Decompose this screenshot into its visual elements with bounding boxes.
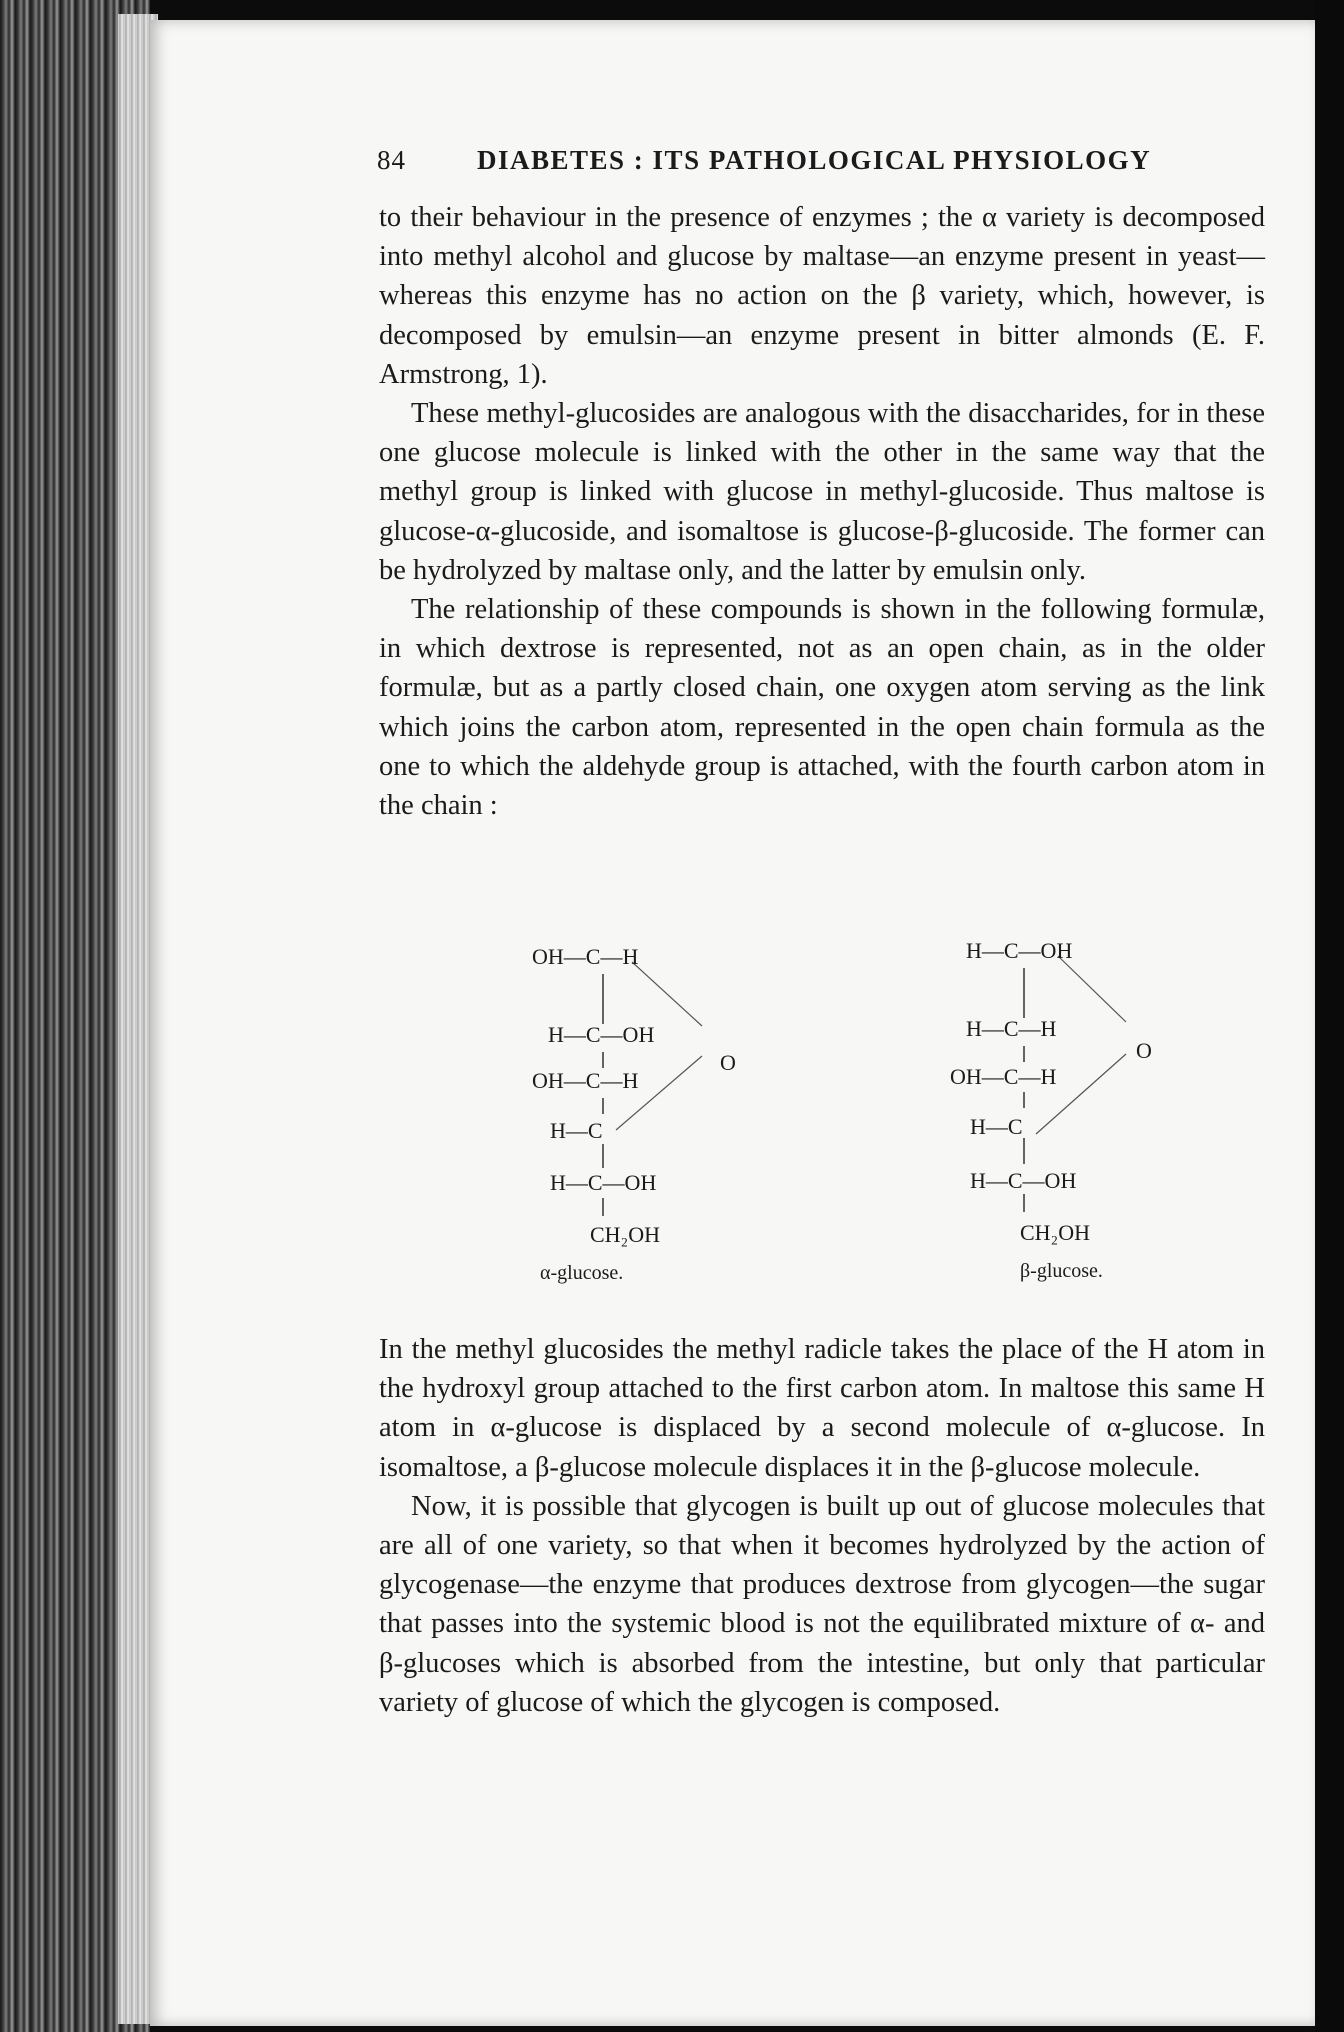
paragraph: In the methyl glucosides the methyl radicle takes the place of the H atom in the hydroxyl group attached to the first carbon atom. In maltose this same H atom in α-glucose is displaced by a second molecule of α-glucose. In isomaltose, a β-glucose molecule displaces it in the β-glucose molecule. — [379, 1334, 1265, 1483]
formula-row: CH₂OH — [1020, 1220, 1091, 1245]
scan-border — [1315, 0, 1344, 2032]
beta-glucose-formula — [950, 938, 1196, 1282]
formula-row: H—C — [550, 1118, 603, 1143]
formula-row: CH₂OH — [590, 1222, 661, 1247]
paragraph: The relationship of these compounds is shown in the following formulæ, in which dextrose is represented, not as an open chain, as in the older formulæ, but as a partly closed chain, one oxygen atom serving as the link which joins the carbon atom, represented in the open chain formula as the one to which the aldehyde group is attached, with the fourth carbon atom in the chain : — [379, 594, 1265, 822]
formula-caption: α-glucose. — [540, 1262, 624, 1284]
running-header — [377, 145, 1277, 176]
formula-row: H—C — [970, 1114, 1023, 1139]
formula-caption: β-glucose. — [1020, 1260, 1103, 1282]
formula-row: OH—C—H — [532, 944, 639, 969]
ring-oxygen: O — [720, 1050, 736, 1075]
running-title: DIABETES : ITS PATHOLOGICAL PHYSIOLOGY — [477, 145, 1152, 175]
ring-oxygen: O — [1136, 1038, 1152, 1063]
paragraph: Now, it is possible that glycogen is built up out of glucose molecules that are all of one variety, so that when it becomes hydrolyzed by the action of glycogenase—the enzyme that produces dextrose from glycogen—the sugar that passes into the systemic blood is not the equilibrated mixture of α- and β-glucoses which is absorbed from the intestine, but only that particular variety of glucose of which the glycogen is composed. — [379, 1490, 1265, 1718]
formula-row: H—C—OH — [966, 938, 1073, 963]
formula-row: H—C—OH — [548, 1022, 655, 1047]
formula-row: OH—C—H — [950, 1064, 1057, 1089]
formula-row: H—C—OH — [970, 1168, 1077, 1193]
formula-row: H—C—OH — [550, 1170, 657, 1195]
text-block-top — [379, 198, 1265, 825]
page-number: 84 — [377, 145, 406, 175]
text-block-bottom — [379, 1330, 1265, 1722]
formula-row: OH—C—H — [532, 1068, 639, 1093]
paragraph: to their behaviour in the presence of enzymes ; the α variety is decomposed into methyl alcohol and glucose by maltase—an enzyme present in yeast—whereas this enzyme has no action on the β variety, which, however, is decomposed by emulsin—an enzyme present in bitter almonds (E. F. Armstrong, 1). — [379, 202, 1265, 390]
formula-row: H—C—H — [966, 1016, 1057, 1041]
alpha-glucose-formula — [532, 944, 772, 1284]
paragraph: These methyl-glucosides are analogous with the disaccharides, for in these one glucose molecule is linked with the other in the same way that the methyl group is linked with glucose in methyl-glucoside. Thus maltose is glucose-α-glucoside, and isomaltose is glucose-β-glucoside. The former can be hydrolyzed by maltase only, and the latter by emulsin only. — [379, 398, 1265, 586]
